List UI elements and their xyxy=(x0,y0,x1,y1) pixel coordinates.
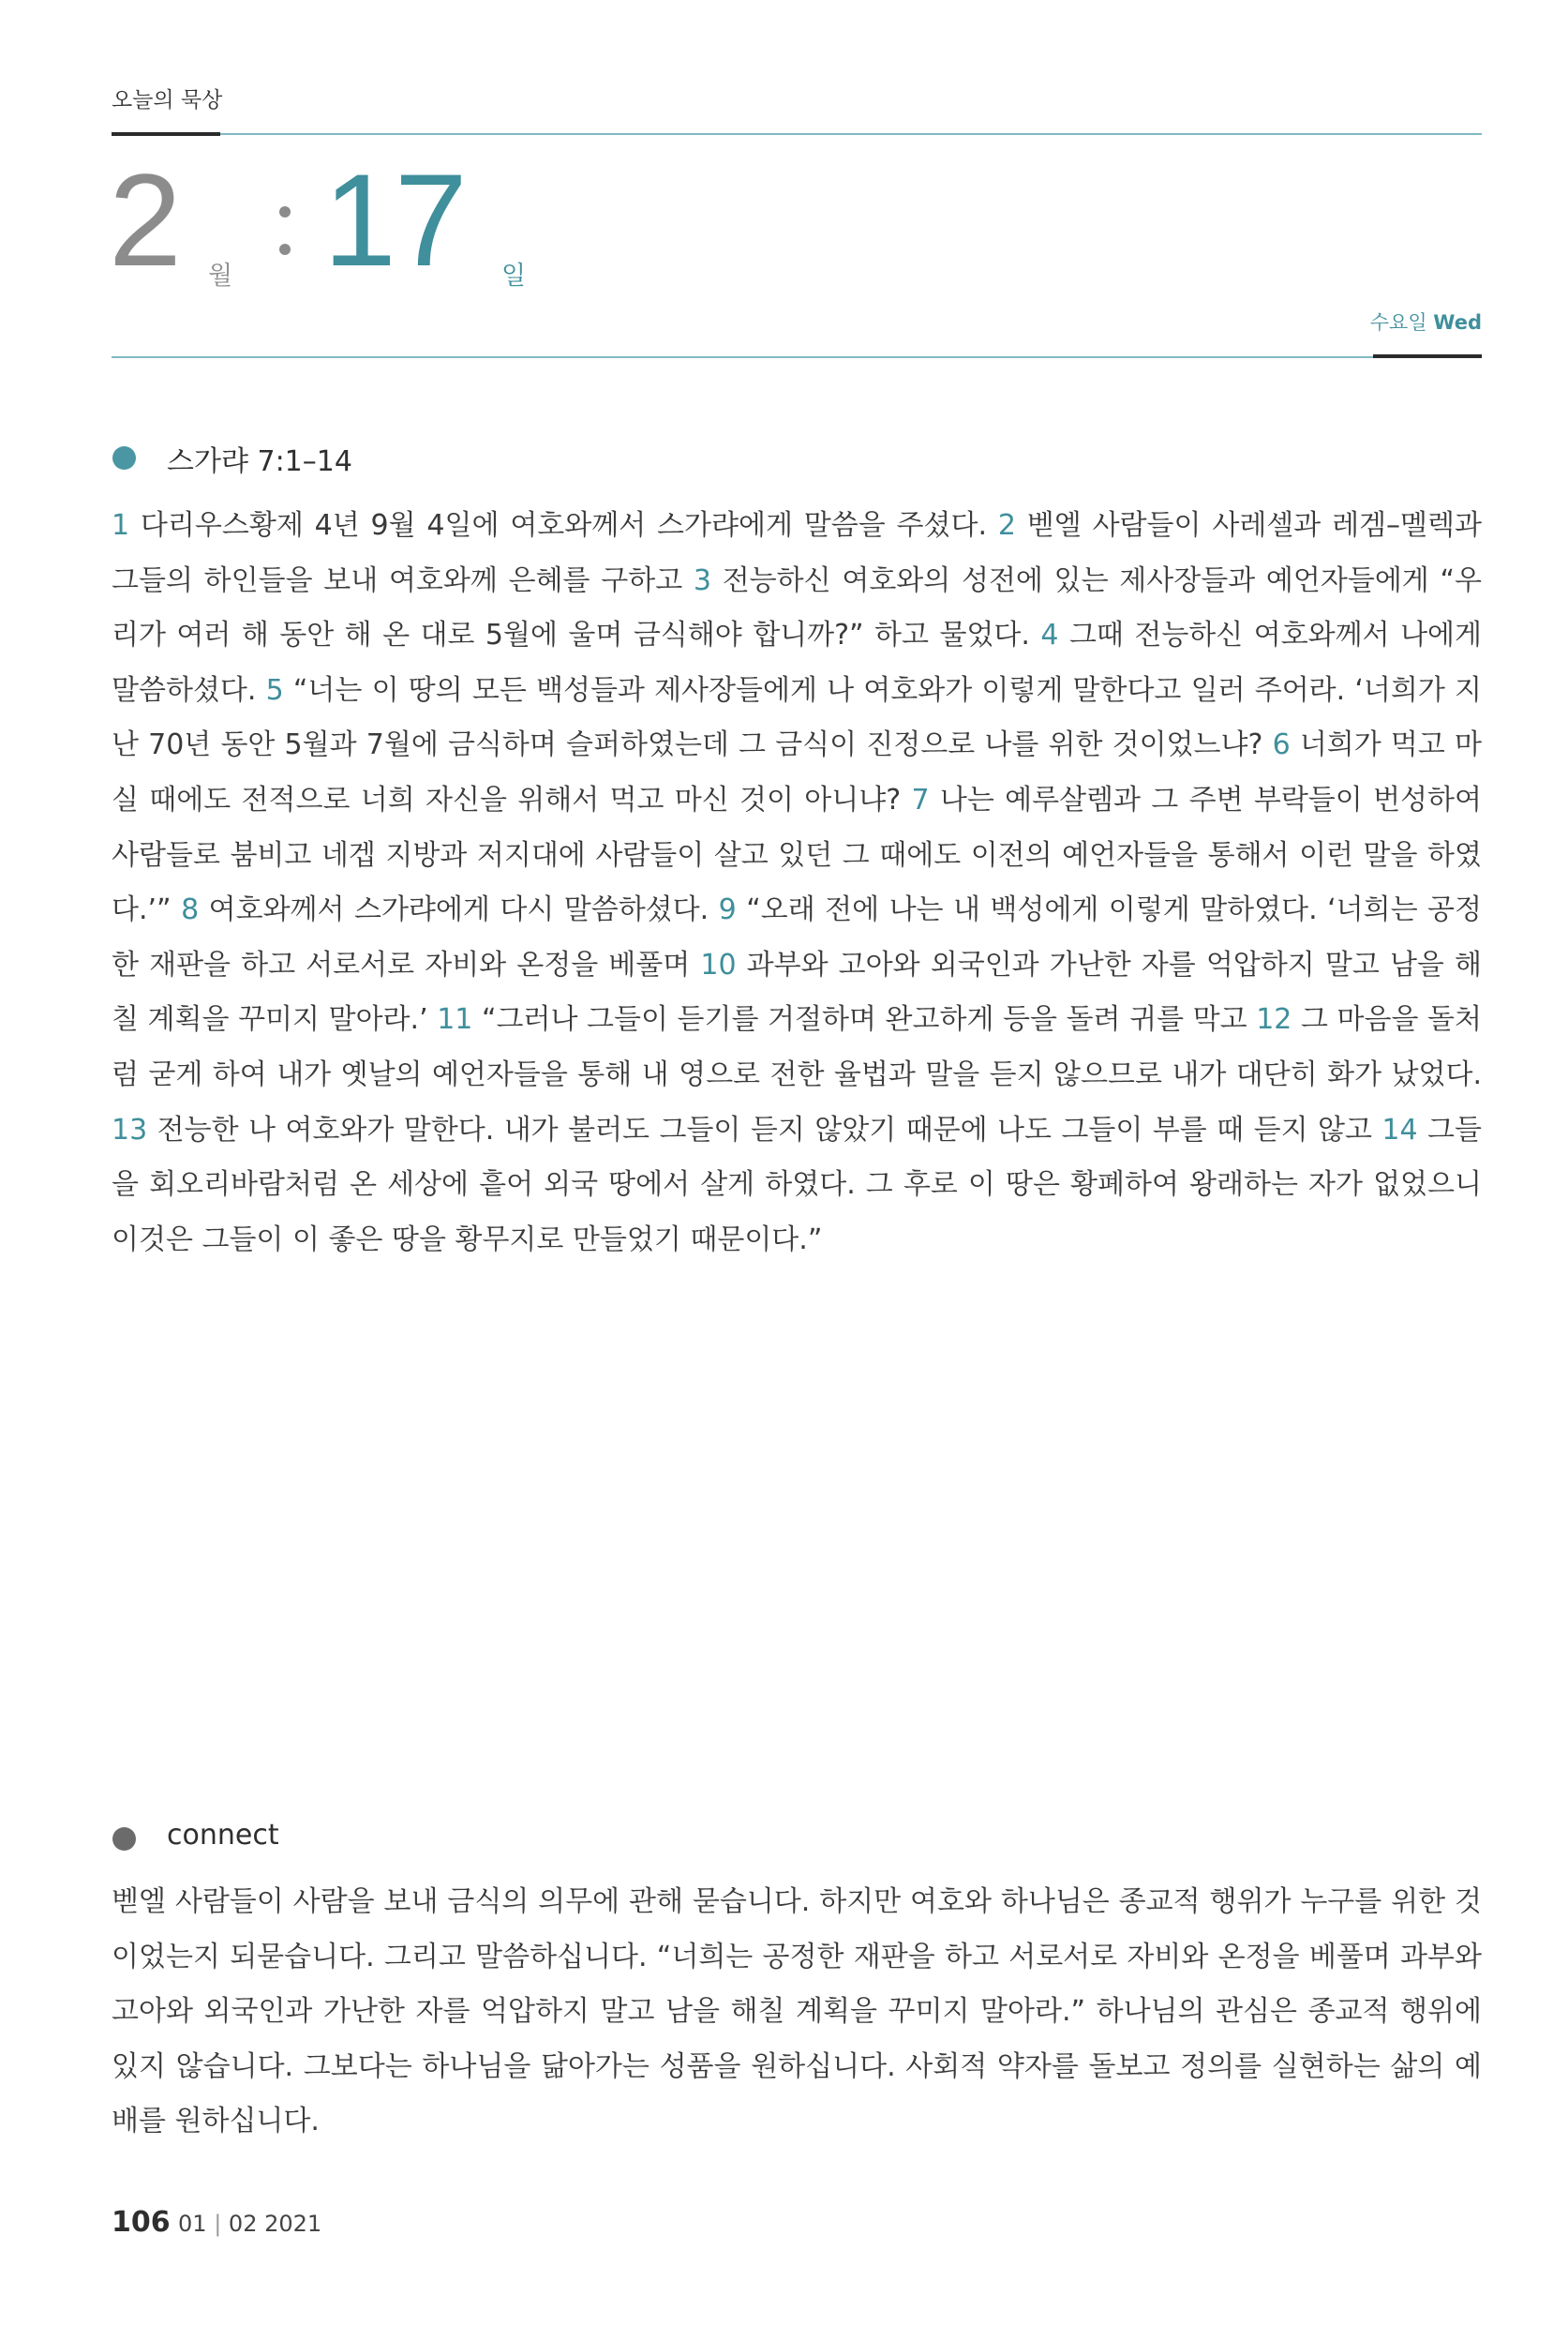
passage-bullet-icon xyxy=(112,446,136,470)
verse-number: 10 xyxy=(700,948,747,982)
verse-number: 7 xyxy=(911,783,940,817)
verse-text: 다리우스황제 4년 9월 4일에 여호와께서 스가랴에게 말씀을 주셨다. xyxy=(140,509,998,542)
verse-text: 과부와 고아와 외국인과 가난한 자를 억압하지 말고 남을 해칠 계획을 꾸미지 말아라.’ xyxy=(112,948,1482,1037)
verse-number: 9 xyxy=(718,893,747,927)
header-top-rule xyxy=(112,133,1482,135)
verse-number: 14 xyxy=(1381,1113,1428,1147)
scripture-text xyxy=(112,499,1482,1268)
verse-text: 그때 전능하신 여호와께서 나에게 말씀하셨다. xyxy=(112,619,1483,707)
issue-months: 01 xyxy=(178,2211,207,2237)
connect-bullet-icon xyxy=(112,1827,136,1851)
verse-text: 너희가 먹고 마실 때에도 전적으로 너희 자신을 위해서 먹고 마신 것이 아니냐? xyxy=(112,728,1482,817)
connect-heading: connect xyxy=(167,1819,279,1852)
passage-reference: 스가랴 7:1–14 xyxy=(167,445,352,478)
verse-number: 5 xyxy=(265,673,293,707)
verse-text: 그 마음을 돌처럼 굳게 하여 내가 옛날의 예언자들을 통해 내 영으로 전한 율법과 말을 듣지 않으므로 내가 대단히 화가 났었다. xyxy=(112,1003,1483,1091)
verse-text: 여호와께서 스가랴에게 다시 말씀하셨다. xyxy=(208,893,719,927)
weekday-korean: 수요일 xyxy=(1369,311,1427,334)
date-colon-dot-bottom xyxy=(279,244,291,255)
issue-rest: 02 2021 xyxy=(228,2211,322,2237)
verse-text: 나는 예루살렘과 그 주변 부락들이 번성하여 사람들로 붐비고 네겝 지방과 저지대에 사람들이 살고 있던 그 때에도 이전의 예언자들을 통해서 이런 말을 하였다.’” xyxy=(112,783,1482,927)
verse-text: 전능하신 여호와의 성전에 있는 제사장들과 예언자들에게 “우리가 여러 해 동안 해 온 대로 5월에 울며 금식해야 합니까?” 하고 물었다. xyxy=(112,563,1483,652)
day-unit: 일 xyxy=(501,262,527,291)
verse-number: 12 xyxy=(1256,1003,1301,1037)
section-label: 오늘의 묵상 xyxy=(112,88,223,112)
verse-number: 1 xyxy=(112,509,141,542)
page-number: 106 xyxy=(112,2206,171,2239)
verse-number: 6 xyxy=(1272,728,1300,762)
issue-info xyxy=(178,2211,321,2237)
verse-text: 전능한 나 여호와가 말한다. 내가 불러도 그들이 듣지 않았기 때문에 나도 그들이 부를 때 듣지 않고 xyxy=(157,1113,1382,1147)
weekday-english: Wed xyxy=(1433,311,1482,334)
day-number: 17 xyxy=(323,146,466,293)
verse-text: 그들을 회오리바람처럼 온 세상에 흩어 외국 땅에서 살게 하였다. 그 후로 이 땅은 황폐하여 왕래하는 자가 없었으니 이것은 그들이 이 좋은 땅을 황무지로 만들었기 때문이다.” xyxy=(112,1113,1482,1256)
section-label-underline xyxy=(112,132,220,136)
verse-text: “너는 이 땅의 모든 백성들과 제사장들에게 나 여호와가 이렇게 말한다고 일러 주어라. ‘너희가 지난 70년 동안 5월과 7월에 금식하며 슬퍼하였는데 그 금식이 진정으로 나를 위한 것이었느냐? xyxy=(112,673,1483,762)
verse-text: 벧엘 사람들이 사레셀과 레겜–멜렉과 그들의 하인들을 보내 여호와께 은혜를 구하고 xyxy=(112,509,1482,597)
weekday xyxy=(1370,308,1482,336)
date-colon-dot-top xyxy=(279,206,291,218)
month-number: 2 xyxy=(109,146,180,293)
verse-number: 4 xyxy=(1040,619,1069,652)
connect-text: 벧엘 사람들이 사람을 보내 금식의 의무에 관해 묻습니다. 하지만 여호와 하나님은 종교적 행위가 누구를 위한 것이었는지 되묻습니다. 그리고 말씀하십니다. “너희는 공정한 재판을 하고 서로서로 자비와 온정을 베풀며 과부와 고아와 외국인과 가난한 자를 억압하지 말고 남을 해칠 계획을 꾸미지 말아라.” 하나님의 관심은 종교적 행위에 있지 않습니다. 그보다는 하나님을 닮아가는 성품을 원하십니다. 사회적 약자를 돌보고 정의를 실현하는 삶의 예배를 원하십니다. xyxy=(112,1885,1482,2138)
verse-number: 11 xyxy=(437,1003,482,1037)
header-bottom-rule xyxy=(112,356,1482,358)
weekday-underline xyxy=(1373,354,1482,358)
verse-number: 2 xyxy=(997,509,1027,542)
month-unit: 월 xyxy=(208,262,233,291)
verse-text: “그러나 그들이 듣기를 거절하며 완고하게 등을 돌려 귀를 막고 xyxy=(481,1003,1257,1037)
issue-separator: | xyxy=(214,2211,222,2237)
verse-text: “오래 전에 나는 내 백성에게 이렇게 말하였다. ‘너희는 공정한 재판을 하고 서로서로 자비와 온정을 베풀며 xyxy=(112,893,1482,982)
verse-number: 13 xyxy=(112,1113,157,1147)
verse-number: 8 xyxy=(181,893,209,927)
verse-number: 3 xyxy=(693,563,723,597)
